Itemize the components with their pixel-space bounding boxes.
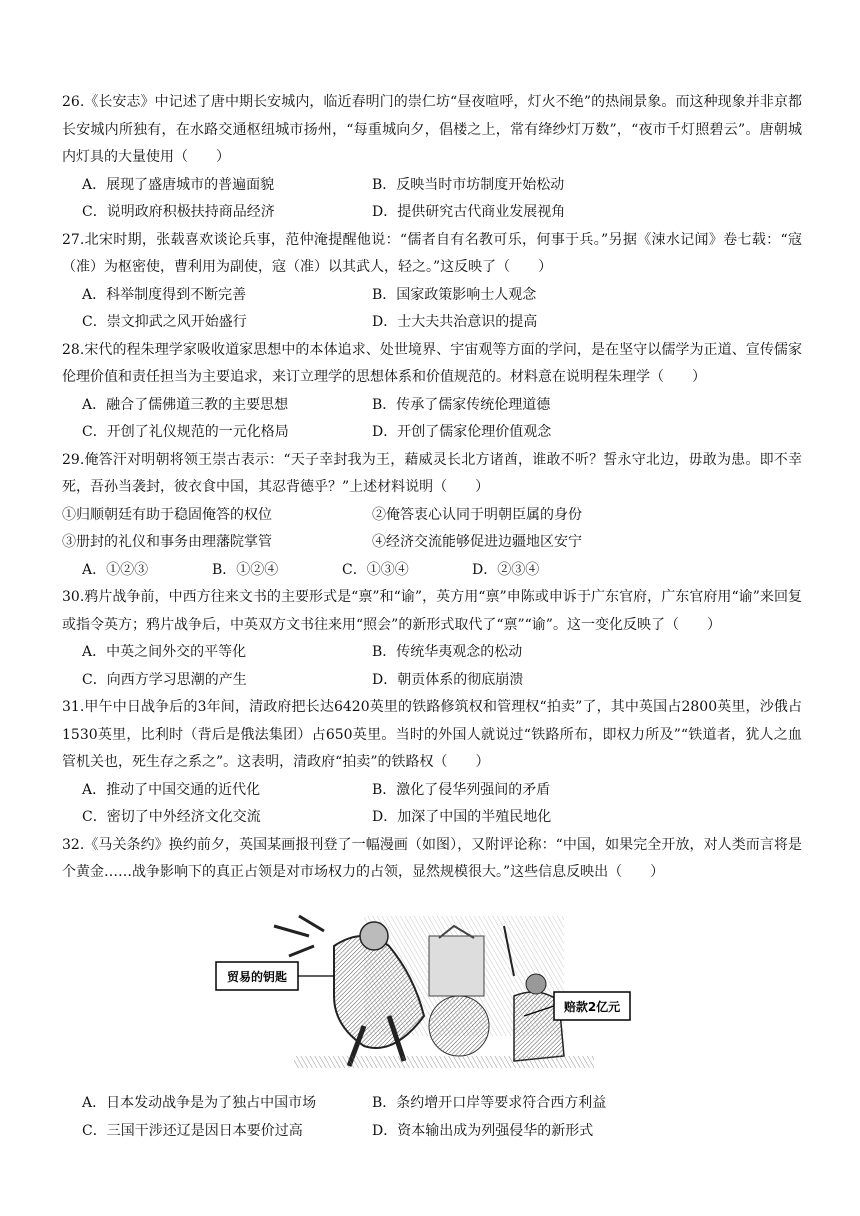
- option-d[interactable]: D．提供研究古代商业发展视角: [372, 204, 566, 220]
- option-a[interactable]: A．展现了盛唐城市的普遍面貌: [82, 176, 275, 193]
- option-d[interactable]: D．资本输出成为列强侵华的新形式: [372, 1122, 594, 1139]
- option-c[interactable]: C．①③④: [342, 561, 409, 578]
- question-26: [62, 0, 802, 227]
- options: [62, 557, 802, 585]
- option-c[interactable]: C．向西方学习思潮的产生: [82, 671, 247, 688]
- question-stem: 《长安志》中记述了唐中期长安城内，临近春明门的崇仁坊“昼夜喧呼，灯火不绝”的热闹景象。而这种现象并非京都长安城内所独有，在水路交通枢纽城市扬州，“每重城向夕，倡楼之上，常有绛纱灯万数”，“夜市千灯照碧云”。唐朝城内灯具的大量使用（ ）: [62, 94, 802, 165]
- option-d[interactable]: D．加深了中国的半殖民地化: [372, 809, 552, 825]
- option-a[interactable]: A．中英之间外交的平等化: [82, 644, 247, 660]
- question-stem: 甲午中日战争后的3年间，清政府把长达6420英里的铁路修筑权和管理权“拍卖”了，其中英国占2800英里，沙俄占1530英里，比利时（背后是俄法集团）占650英里。当时的外国人就说过“铁路所布，即权力所及”“铁道者，犹人之血管机关也，死生存之系之”。这表明，清政府“拍卖”的铁路权（ ）: [62, 699, 802, 770]
- question-number: 26.: [62, 94, 85, 110]
- question-29: [62, 447, 802, 585]
- option-b[interactable]: B．激化了侵华列强间的矛盾: [372, 781, 551, 798]
- option-c[interactable]: C．密切了中外经济文化交流: [82, 809, 261, 825]
- option-a[interactable]: A．科举制度得到不断完善: [82, 286, 247, 303]
- question-31: [62, 694, 802, 832]
- cartoon-figure: [214, 906, 632, 1070]
- option-b[interactable]: B．国家政策影响士人观念: [372, 286, 537, 303]
- options: [62, 392, 802, 447]
- option-b[interactable]: B．条约增开口岸等要求符合西方利益: [372, 1095, 607, 1111]
- question-32: [62, 832, 802, 887]
- question-stem: 鸦片战争前，中西方往来文书的主要形式是“禀”和“谕”，英方用“禀”申陈或申诉于广东官府，广东官府用“谕”来回复或指令英方；鸦片战争后，中英双方文书往来用“照会”的新形式取代了“禀”“谕”。这一变化反映了（ ）: [62, 589, 802, 633]
- question-number: 27.: [62, 231, 85, 248]
- options: [62, 639, 802, 694]
- option-c[interactable]: C．三国干涉还辽是因日本要价过高: [82, 1122, 303, 1139]
- option-a[interactable]: A．推动了中国交通的近代化: [82, 781, 261, 798]
- question-number: 29.: [62, 451, 85, 468]
- options: [62, 282, 802, 337]
- question-number: 32.: [62, 836, 85, 853]
- option-a[interactable]: A．融合了儒佛道三教的主要思想: [82, 396, 289, 413]
- option-b[interactable]: B．传统华夷观念的松动: [372, 644, 523, 660]
- option-d[interactable]: D．开创了儒家伦理价值观念: [372, 424, 552, 440]
- statement-3: ③册封的礼仪和事务由理藩院掌管: [62, 534, 272, 550]
- option-c[interactable]: C．说明政府积极扶持商品经济: [82, 204, 275, 220]
- question-27: [62, 227, 802, 337]
- option-d[interactable]: D．士大夫共治意识的提高: [372, 314, 538, 330]
- options: [62, 172, 802, 227]
- options: [62, 777, 802, 832]
- cartoon-label-left: 贸易的钥匙: [226, 970, 288, 984]
- option-a[interactable]: A．①②③: [82, 561, 149, 578]
- question-stem: 《马关条约》换约前夕，英国某画报刊登了一幅漫画（如图），又附评论称：“中国，如果完全开放，对人类而言将是个黄金……战争影响下的真正占领是对市场权力的占领，显然规模很大。”这些信息反映出（ ）: [62, 836, 802, 880]
- question-number: 28.: [62, 341, 85, 358]
- question-30: [62, 584, 802, 694]
- question-28: [62, 337, 802, 447]
- option-d[interactable]: D．②③④: [472, 561, 540, 578]
- statement-2: ②俺答衷心认同于明朝臣属的身份: [372, 506, 582, 523]
- exam-page: [62, 0, 802, 887]
- option-a[interactable]: A．日本发动战争是为了独占中国市场: [82, 1095, 317, 1111]
- option-b[interactable]: B．①②④: [212, 561, 279, 578]
- question-stem: 宋代的程朱理学家吸收道家思想中的本体追求、处世境界、宇宙观等方面的学问，是在坚守以儒学为正道、宣传儒家伦理价值和责任担当为主要追求，来订立理学的思想体系和价值规范的。材料意在说明程朱理学（ ）: [62, 341, 802, 385]
- cartoon-label-right: 赔款2亿元: [563, 1000, 621, 1014]
- option-c[interactable]: C．开创了礼仪规范的一元化格局: [82, 424, 289, 440]
- option-c[interactable]: C．崇文抑武之风开始盛行: [82, 314, 247, 330]
- question-number: 31.: [62, 699, 85, 715]
- question-32-options: [82, 1090, 782, 1145]
- option-d[interactable]: D．朝贡体系的彻底崩溃: [372, 671, 524, 688]
- cartoon-illustration: [214, 906, 632, 1070]
- statements: [62, 502, 802, 557]
- statement-1: ①归顺朝廷有助于稳固俺答的权位: [62, 506, 272, 523]
- option-b[interactable]: B．反映当时市坊制度开始松动: [372, 176, 565, 193]
- question-stem: 北宋时期，张载喜欢谈论兵事，范仲淹提醒他说：“儒者自有名教可乐，何事于兵。”另据《涑水记闻》卷七载：“寇（准）为枢密使，曹利用为副使，寇（准）以其武人，轻之。”这反映了（ ）: [62, 231, 802, 275]
- question-number: 30.: [62, 589, 85, 605]
- option-b[interactable]: B．传承了儒家传统伦理道德: [372, 396, 551, 413]
- question-stem: 俺答汗对明朝将领王崇古表示：“天子幸封我为王，藉威灵长北方诸酋，谁敢不听？誓永守北边，毋敢为患。即不幸死，吾孙当袭封，彼衣食中国，其忍背德乎？”上述材料说明（ ）: [62, 451, 802, 495]
- statement-4: ④经济交流能够促进边疆地区安宁: [372, 534, 582, 550]
